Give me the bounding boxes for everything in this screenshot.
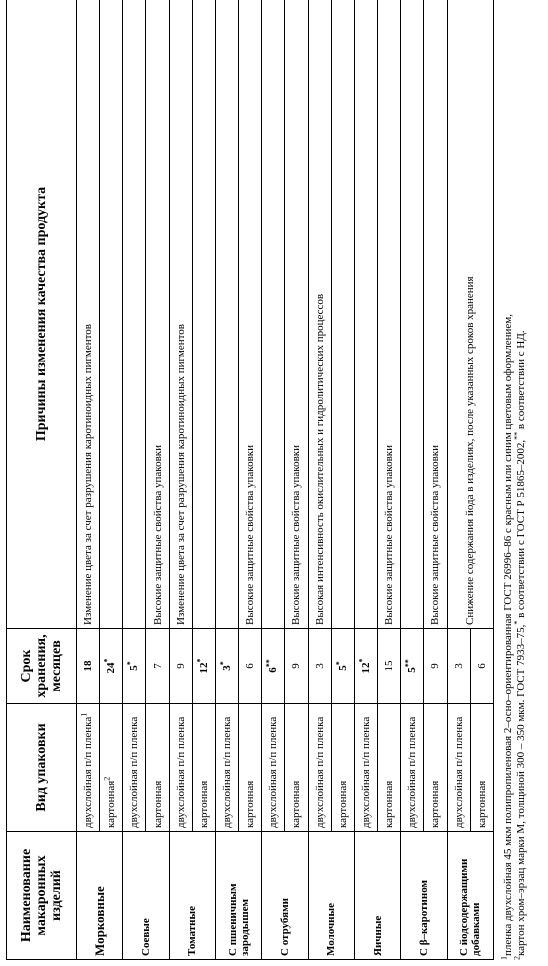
quality-reason: Высокая интенсивность окислительных и гидролитических процессов	[308, 0, 331, 629]
footnote-mark-2: 2	[512, 956, 522, 960]
product-name: С β–каротином	[401, 832, 447, 960]
storage-term	[146, 629, 169, 704]
term-value: 18	[82, 660, 95, 672]
package-label: двухслойная п/п пленка	[359, 716, 372, 828]
quality-reason: Высокие защитные свойства упаковки	[424, 0, 447, 629]
table-row	[100, 0, 123, 960]
package-label: двухслойная п/п пленка	[128, 716, 141, 828]
storage-term	[123, 629, 146, 704]
table-row	[285, 0, 308, 960]
term-value: 6	[267, 667, 280, 673]
header-reason: Причины изменения качества продукта	[7, 0, 77, 629]
footnote-text-3: в соответствии с ГОСТ Р 51865–2002,	[515, 439, 527, 621]
table-row	[169, 0, 192, 960]
footnote-text-2: картон хром–эрзац марки М, толщиной 300 – 350 мкм. ГОСТ 7933–75,	[515, 624, 527, 956]
package-label: двухслойная п/п пленка	[82, 716, 95, 828]
term-value: 5	[128, 665, 141, 671]
footnote-text-1: пленка двухслойная 45 мкм полипропиленовая 2–осно–ориентированная ГОСТ 26996–86 с красным или синим цветовым оформлением,	[502, 314, 514, 956]
footnote-line-2	[512, 2, 528, 960]
product-name: Соевые	[123, 832, 169, 960]
term-value: 6	[244, 663, 257, 669]
term-value: 3	[221, 665, 234, 671]
table-body	[77, 0, 494, 960]
product-name: Яичные	[354, 832, 400, 960]
table-row	[262, 0, 285, 960]
term-value: 24	[105, 662, 118, 674]
table-row	[401, 0, 424, 960]
package-type	[308, 704, 331, 832]
term-value: 3	[452, 663, 465, 669]
product-name: Морковные	[77, 832, 123, 960]
quality-reason	[215, 0, 238, 629]
term-mark: *	[218, 661, 228, 666]
storage-term	[77, 629, 100, 704]
term-mark: *	[125, 661, 135, 666]
package-type	[424, 704, 447, 832]
package-type	[146, 704, 169, 832]
term-mark: *	[102, 658, 112, 663]
term-value: 7	[151, 663, 164, 669]
storage-term	[470, 629, 493, 704]
product-name: С отрубями	[262, 832, 308, 960]
package-label: двухслойная п/п пленка	[267, 716, 280, 828]
term-value: 12	[197, 662, 210, 674]
table-row	[447, 0, 470, 960]
footnote-line-1	[499, 2, 515, 960]
storage-term	[424, 629, 447, 704]
table-row	[331, 0, 354, 960]
package-type	[262, 704, 285, 832]
product-name: Молочные	[308, 832, 354, 960]
header-row	[7, 0, 77, 960]
term-value: 9	[174, 663, 187, 669]
table-row	[378, 0, 401, 960]
package-type	[123, 704, 146, 832]
product-name: С пшеничным зародышем	[215, 832, 261, 960]
term-value: 5	[406, 667, 419, 673]
storage-term	[169, 629, 192, 704]
table-row	[239, 0, 262, 960]
package-label: двухслойная п/п пленка	[174, 716, 187, 828]
storage-term	[308, 629, 331, 704]
quality-reason	[100, 0, 123, 629]
storage-table	[6, 0, 494, 960]
term-value: 9	[290, 663, 303, 669]
term-value: 5	[336, 665, 349, 671]
table-row	[354, 0, 377, 960]
table-row	[192, 0, 215, 960]
table-row	[77, 0, 100, 960]
package-label: картонная	[429, 780, 442, 828]
package-label: картонная	[244, 780, 257, 828]
storage-term	[378, 629, 401, 704]
package-label: двухслойная п/п пленка	[452, 716, 465, 828]
table-row	[424, 0, 447, 960]
quality-reason	[401, 0, 424, 629]
package-type	[470, 704, 493, 832]
package-type	[354, 704, 377, 832]
package-type	[378, 704, 401, 832]
package-label: картонная	[336, 780, 349, 828]
package-type	[447, 704, 470, 832]
package-type	[169, 704, 192, 832]
storage-term	[262, 629, 285, 704]
term-mark: **	[403, 659, 413, 668]
storage-term	[100, 629, 123, 704]
storage-term	[401, 629, 424, 704]
storage-term	[447, 629, 470, 704]
term-mark: **	[264, 659, 274, 668]
quality-reason: Изменение цвета за счет разрушения каротиноидных пигментов	[169, 0, 192, 629]
package-label: картонная	[383, 780, 396, 828]
package-type	[192, 704, 215, 832]
quality-reason: Высокие защитные свойства упаковки	[378, 0, 401, 629]
footnote	[499, 2, 528, 960]
term-mark: *	[334, 661, 344, 666]
quality-reason	[192, 0, 215, 629]
quality-reason	[123, 0, 146, 629]
package-footnote-mark: 1	[79, 712, 89, 717]
package-label: картонная	[151, 780, 164, 828]
term-value: 9	[429, 663, 442, 669]
storage-term	[331, 629, 354, 704]
table-row	[215, 0, 238, 960]
term-value: 6	[475, 663, 488, 669]
footnote-text-4: в соответствии с НД.	[515, 330, 527, 432]
package-type	[100, 704, 123, 832]
quality-reason	[262, 0, 285, 629]
package-label: картонная	[475, 780, 488, 828]
quality-reason: Высокие защитные свойства упаковки	[146, 0, 169, 629]
package-type	[239, 704, 262, 832]
package-type	[215, 704, 238, 832]
quality-reason: Изменение цвета за счет разрушения каротиноидных пигментов	[77, 0, 100, 629]
header-term: Срок хранения, месяцев	[7, 629, 77, 704]
footnote-star: *	[512, 620, 522, 625]
package-label: двухслойная п/п пленка	[313, 716, 326, 828]
term-mark: *	[357, 658, 367, 663]
package-label: картонная	[105, 780, 118, 828]
product-name: С йодсодержащими добавками	[447, 832, 494, 960]
term-value: 12	[359, 662, 372, 674]
table-row	[308, 0, 331, 960]
footnote-mark-1: 1	[499, 956, 509, 960]
package-type	[401, 704, 424, 832]
quality-reason: Высокие защитные свойства упаковки	[285, 0, 308, 629]
footnote-double-star: **	[512, 431, 522, 440]
term-mark: *	[195, 658, 205, 663]
product-name: Томатные	[169, 832, 215, 960]
header-package: Вид упаковки	[7, 704, 77, 832]
storage-term	[354, 629, 377, 704]
quality-reason	[331, 0, 354, 629]
table-row	[146, 0, 169, 960]
package-type	[285, 704, 308, 832]
header-product: Наименование макаронных изделий	[7, 832, 77, 960]
storage-term	[239, 629, 262, 704]
quality-reason: Высокие защитные свойства упаковки	[239, 0, 262, 629]
package-footnote-mark: 2	[102, 776, 112, 781]
table-row	[123, 0, 146, 960]
package-label: картонная	[290, 780, 303, 828]
storage-term	[192, 629, 215, 704]
quality-reason	[354, 0, 377, 629]
term-value: 3	[313, 663, 326, 669]
package-label: двухслойная п/п пленка	[221, 716, 234, 828]
package-label: двухслойная п/п пленка	[406, 716, 419, 828]
term-value: 15	[383, 660, 396, 672]
package-type	[77, 704, 100, 832]
quality-reason: Снижение содержания йода в изделиях, после указанных сроков хранения	[447, 0, 494, 629]
package-label: картонная	[197, 780, 210, 828]
package-type	[331, 704, 354, 832]
storage-term	[215, 629, 238, 704]
storage-term	[285, 629, 308, 704]
